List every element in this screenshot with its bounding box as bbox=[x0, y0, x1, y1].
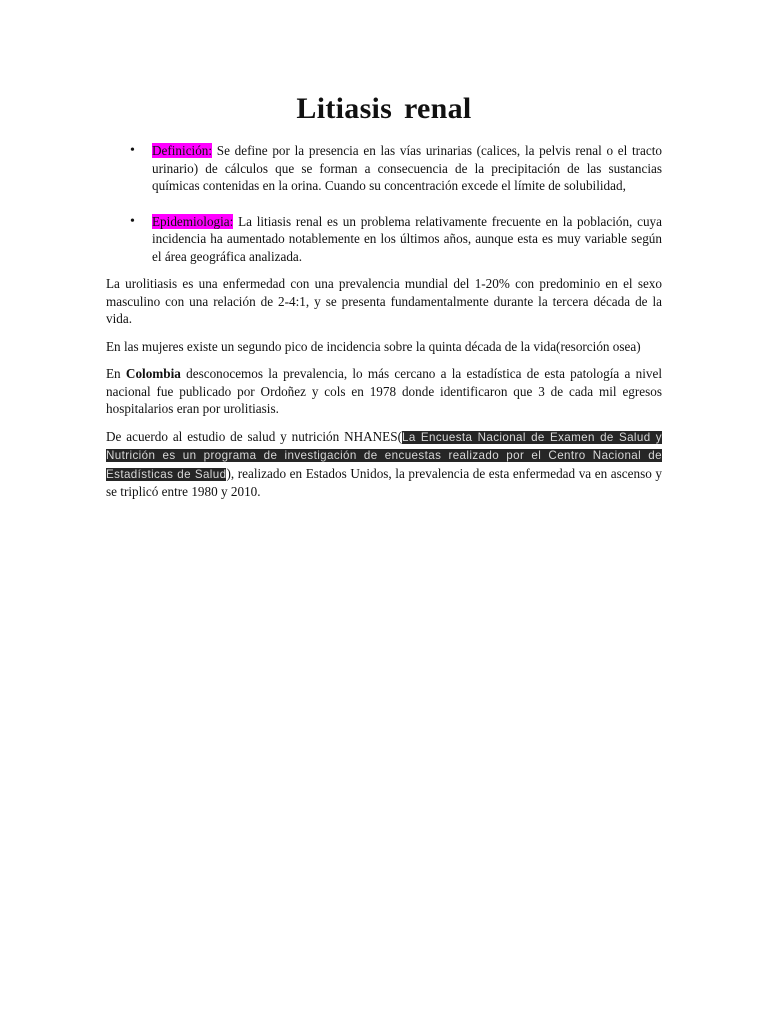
paragraph-colombia bbox=[106, 365, 662, 418]
definicion-text: Se define por la presencia en las vías urinarias (calices, la pelvis renal o el tracto urinario) de cálculos que se forman a consecuencia de la precipitación de las sustancias químicas contenidas en la orina. Cuando su concentración excede el límite de solubilidad, bbox=[152, 143, 662, 193]
colombia-bold: Colombia bbox=[125, 366, 181, 381]
paragraph-nhanes bbox=[106, 428, 662, 501]
nhanes-highlight: La Encuesta Nacional de Examen de Salud y Nutrición es un programa de investigación de encuestas realizado por el Centro Nacional de Estadísticas de Salud bbox=[106, 430, 662, 481]
nhanes-prefix: De acuerdo al estudio de salud y nutrición NHANES( bbox=[106, 428, 402, 444]
colombia-prefix: En bbox=[106, 366, 126, 381]
epidemiologia-text: La litiasis renal es un problema relativamente frecuente en la población, cuya incidencia ha aumentado notablemente en los últimos años, aunque esta es muy variable según el área geográfica analizada. bbox=[152, 213, 662, 264]
nhanes-suffix: ), realizado en Estados Unidos, la prevalencia de esta enfermedad va en ascenso y se triplicó entre 1980 y 2010. bbox=[106, 465, 662, 499]
paragraph-mujeres: En las mujeres existe un segundo pico de incidencia sobre la quinta década de la vida(resorción osea) bbox=[106, 338, 641, 354]
bullet-dot-icon: • bbox=[130, 143, 135, 158]
bullet-item-epidemiologia bbox=[130, 213, 662, 266]
term-definicion: Definición: bbox=[152, 143, 213, 158]
bullet-item-definicion bbox=[130, 142, 662, 195]
document-title: Litiasis renal bbox=[296, 92, 472, 125]
colombia-rest: desconocemos la prevalencia, lo más cercano a la estadística de esta patología a nivel nacional fue publicado por Ordoñez y cols en 1978 donde identificaron que 3 de cada mil egresos hospitalarios eran por urolitiasis. bbox=[106, 366, 662, 416]
paragraph-prevalencia: La urolitiasis es una enfermedad con una prevalencia mundial del 1-20% con predominio en el sexo masculino con una relación de 2-4:1, y se presenta fundamentalmente durante la tercera década de la vida. bbox=[106, 276, 662, 326]
bullet-dot-icon: • bbox=[130, 213, 135, 229]
term-epidemiologia: Epidemiologia: bbox=[152, 213, 234, 229]
bullet-list bbox=[106, 142, 662, 265]
